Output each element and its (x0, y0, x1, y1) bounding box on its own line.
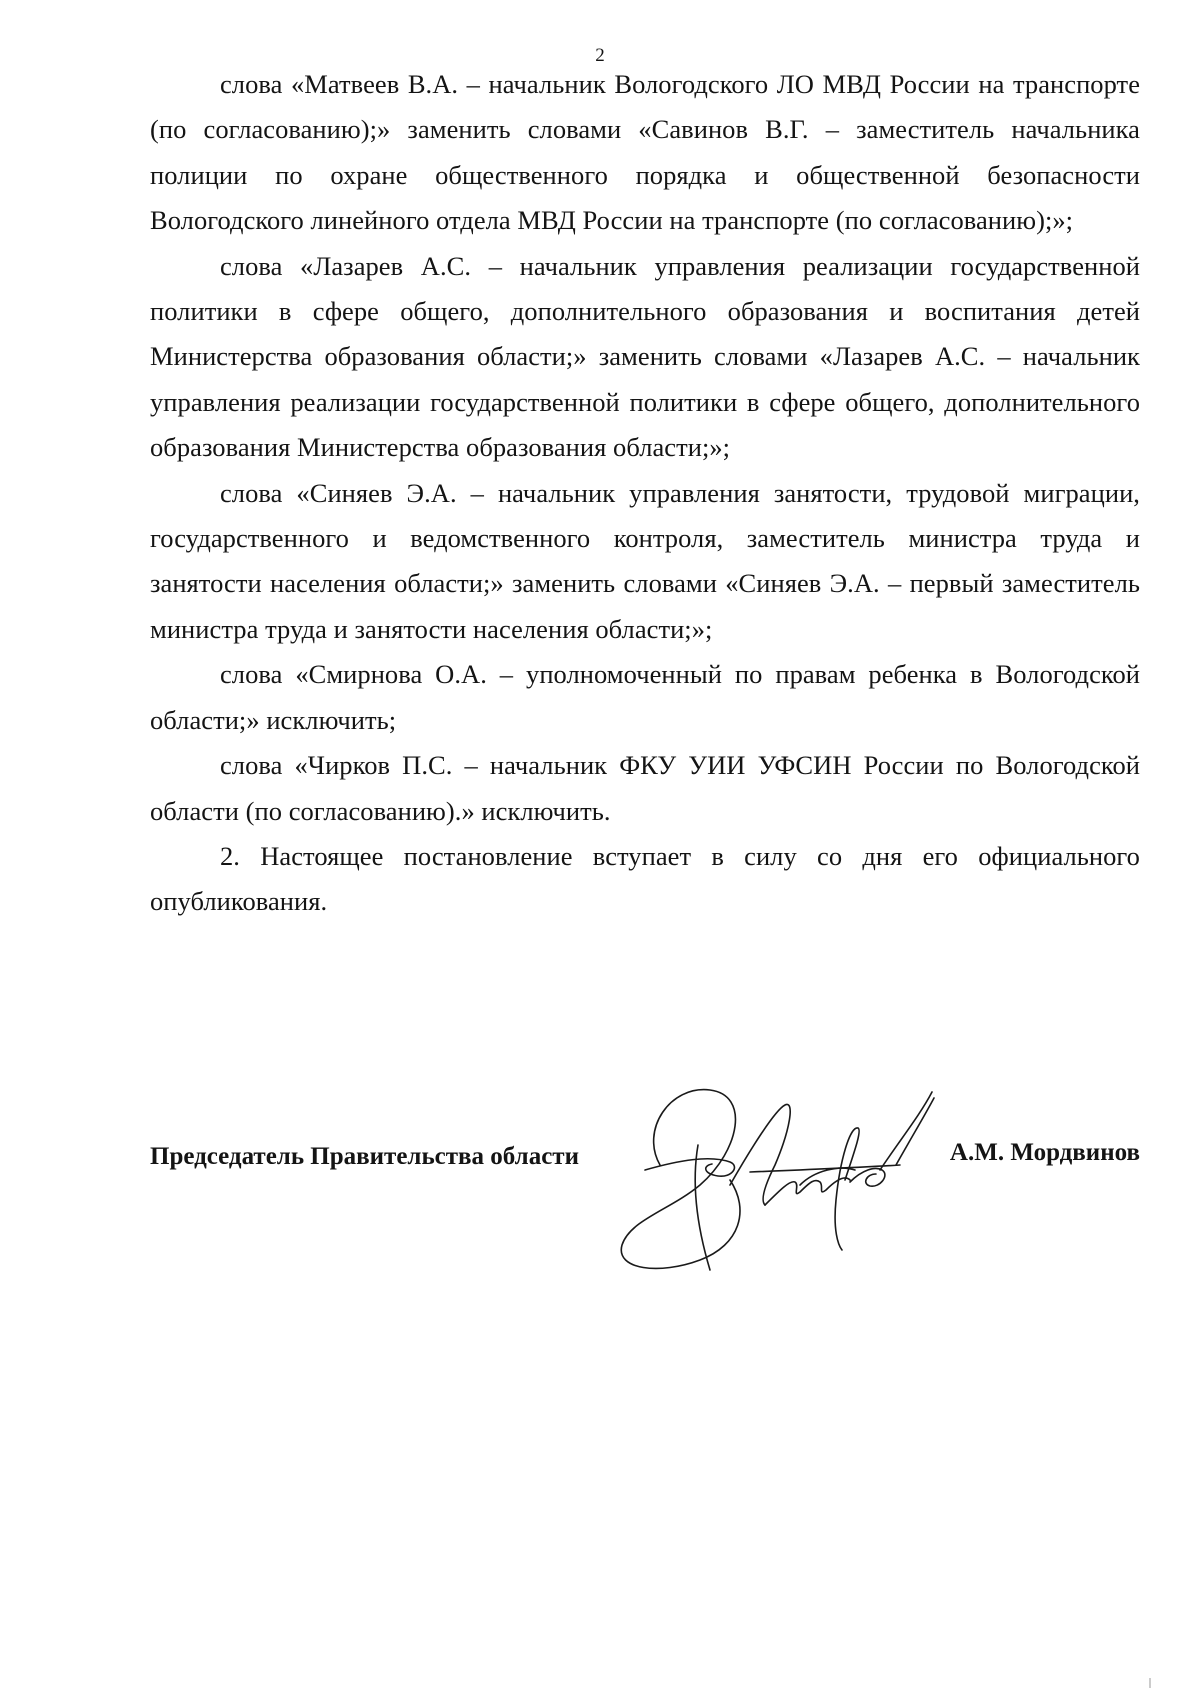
paragraph-smirnova: слова «Смирнова О.А. – уполномоченный по правам ребенка в Вологодской области;» исключить; (150, 659, 1140, 735)
page-number: 2 (595, 45, 605, 66)
paragraph-effective-date: 2. Настоящее постановление вступает в силу со дня его официального опубликования. (150, 840, 1140, 917)
document-body (150, 62, 1140, 925)
paragraph-chirkov: слова «Чирков П.С. – начальник ФКУ УИИ УФСИН России по Вологодской области (по согласованию).» исключить. (150, 750, 1140, 826)
handwritten-signature (600, 1070, 960, 1290)
signer-title: Председатель Правительства области (150, 1143, 579, 1170)
paragraph-sinyaev: слова «Синяев Э.А. – начальник управления занятости, трудовой миграции, государственного и ведомственного контроля, заместитель министра труда и занятости населения области;» заменить словами «Синяев Э.А. – первый заместитель министра труда и занятости населения области;»; (150, 477, 1140, 644)
signer-name: А.М. Мордвинов (949, 1139, 1140, 1166)
paragraph-matveev: слова «Матвеев В.А. – начальник Вологодского ЛО МВД России на транспорте (по согласованию);» заменить словами «Савинов В.Г. – заместитель начальника полиции по охране общественного порядка и общественной безопасности Вологодского линейного отдела МВД России на транспорте (по согласованию);»; (150, 69, 1140, 236)
scan-mark (1148, 1678, 1152, 1688)
paragraph-lazarev: слова «Лазарев А.С. – начальник управления реализации государственной политики в сфере общего, дополнительного образования и воспитания детей Министерства образования области;» заменить словами «Лазарев А.С. – начальник управления реализации государственной политики в сфере общего, дополнительного образования Министерства образования области;»; (150, 250, 1140, 463)
